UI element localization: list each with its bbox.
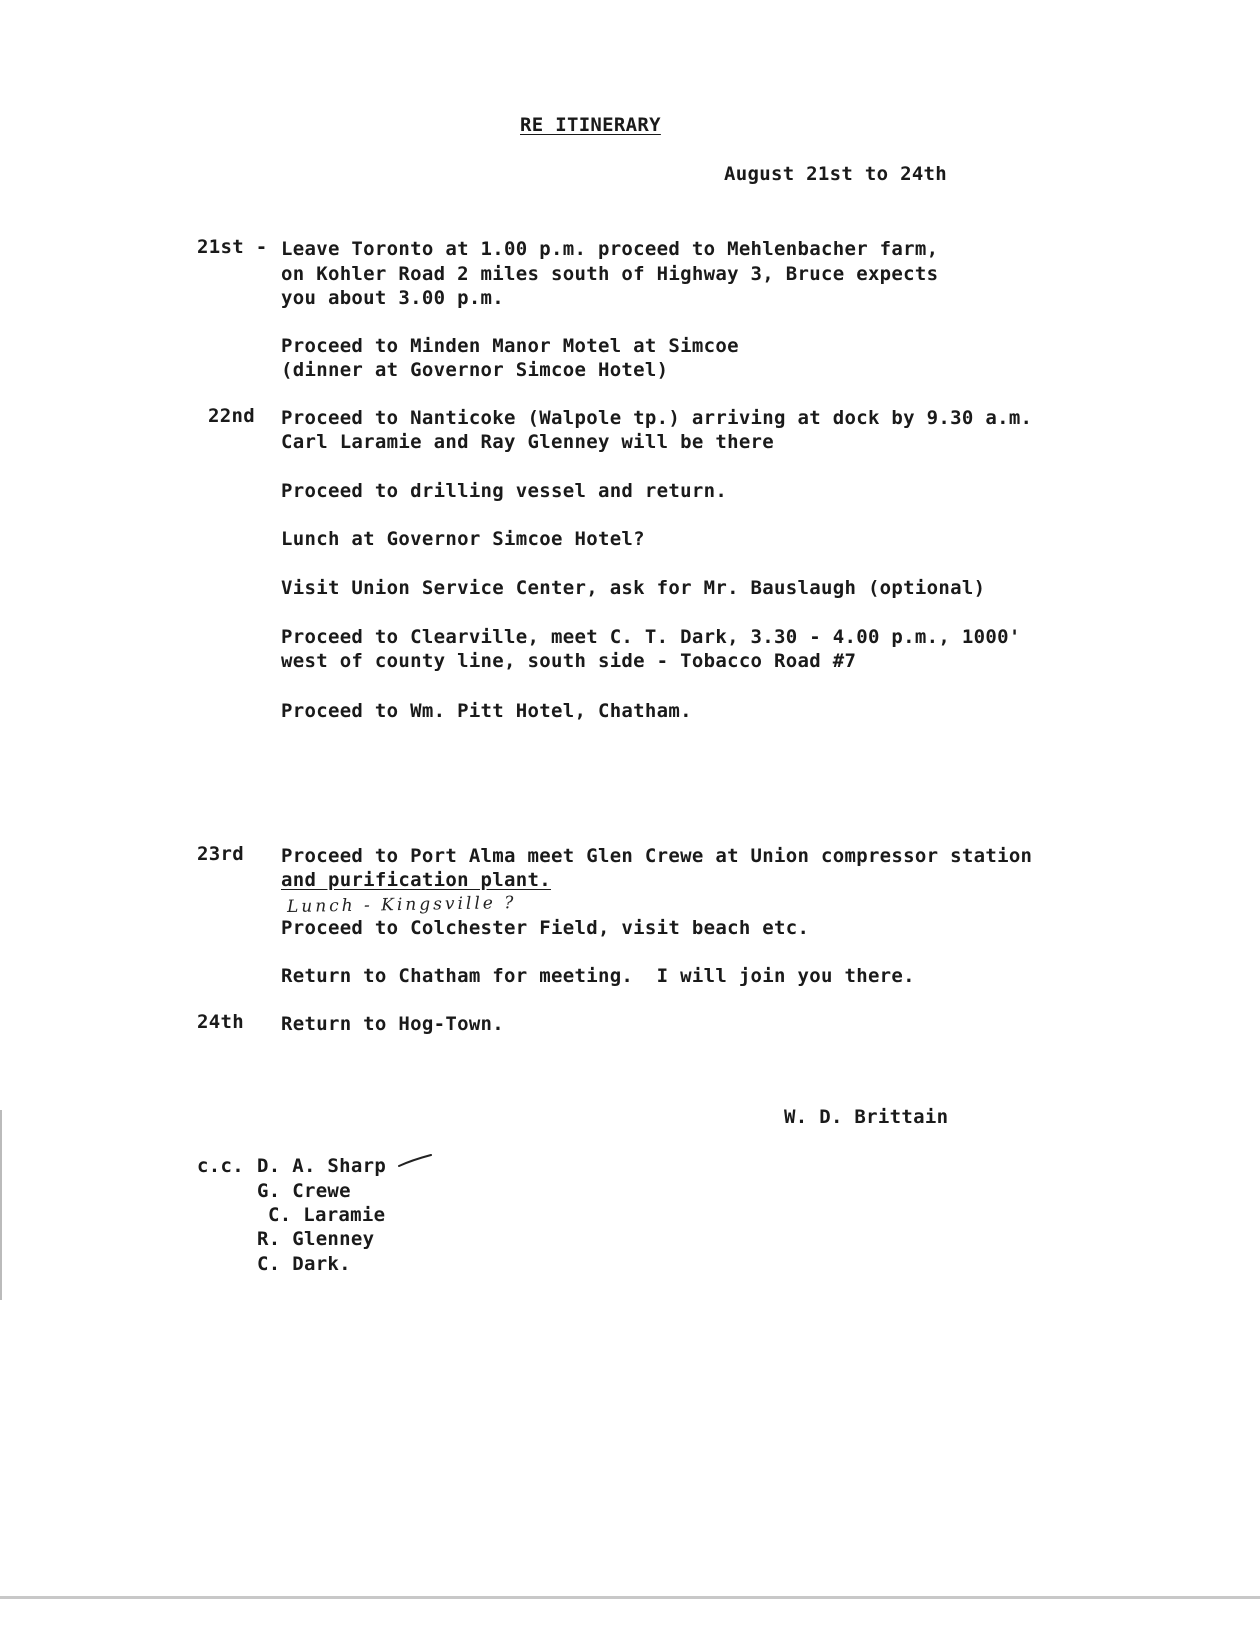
itinerary-line: Proceed to drilling vessel and return. — [281, 480, 728, 502]
check-mark-icon — [398, 1154, 432, 1168]
itinerary-line: Proceed to Clearville, meet C. T. Dark, 3.30 - 4.00 p.m., 1000' — [281, 626, 1021, 648]
itinerary-line: west of county line, south side - Tobacco Road #7 — [281, 650, 857, 672]
itinerary-line: Leave Toronto at 1.00 p.m. proceed to Mehlenbacher farm, — [281, 238, 939, 260]
itinerary-line: Proceed to Colchester Field, visit beach etc. — [281, 917, 810, 939]
itinerary-line: Proceed to Minden Manor Motel at Simcoe — [281, 335, 739, 357]
cc-name: G. Crewe — [257, 1180, 351, 1202]
itinerary-line-underlined: and purification plant. — [281, 869, 551, 891]
day-label-24: 24th — [197, 1011, 244, 1033]
scan-edge-bottom — [0, 1596, 1260, 1599]
day-label-23: 23rd — [197, 843, 244, 865]
cc-label: c.c. — [197, 1155, 244, 1177]
itinerary-line: Return to Hog-Town. — [281, 1013, 505, 1035]
itinerary-line: Visit Union Service Center, ask for Mr. Bauslaugh (optional) — [281, 577, 986, 599]
itinerary-line: Proceed to Port Alma meet Glen Crewe at Union compressor station — [281, 845, 1033, 867]
itinerary-line: Lunch at Governor Simcoe Hotel? — [281, 528, 645, 550]
cc-name: D. A. Sharp — [257, 1155, 387, 1177]
day-label-22: 22nd — [208, 405, 255, 427]
itinerary-line: Return to Chatham for meeting. I will join you there. — [281, 965, 915, 987]
day-label-21: 21st - — [197, 236, 268, 258]
cc-name: R. Glenney — [257, 1228, 375, 1250]
itinerary-line: Carl Laramie and Ray Glenney will be there — [281, 431, 775, 453]
itinerary-line: Proceed to Wm. Pitt Hotel, Chatham. — [281, 700, 692, 722]
cc-name: C. Laramie — [268, 1204, 386, 1226]
signature-name: W. D. Brittain — [784, 1106, 949, 1128]
itinerary-line: Proceed to Nanticoke (Walpole tp.) arriving at dock by 9.30 a.m. — [281, 407, 1033, 429]
itinerary-line: (dinner at Governor Simcoe Hotel) — [281, 359, 669, 381]
scan-edge-left — [0, 1110, 2, 1300]
itinerary-line: you about 3.00 p.m. — [281, 287, 505, 309]
document-title: RE ITINERARY — [520, 114, 661, 136]
date-range: August 21st to 24th — [724, 163, 948, 185]
handwritten-note: Lunch - Kingsville ? — [286, 892, 517, 918]
itinerary-line: on Kohler Road 2 miles south of Highway 3, Bruce expects — [281, 263, 939, 285]
cc-name: C. Dark. — [257, 1253, 351, 1275]
